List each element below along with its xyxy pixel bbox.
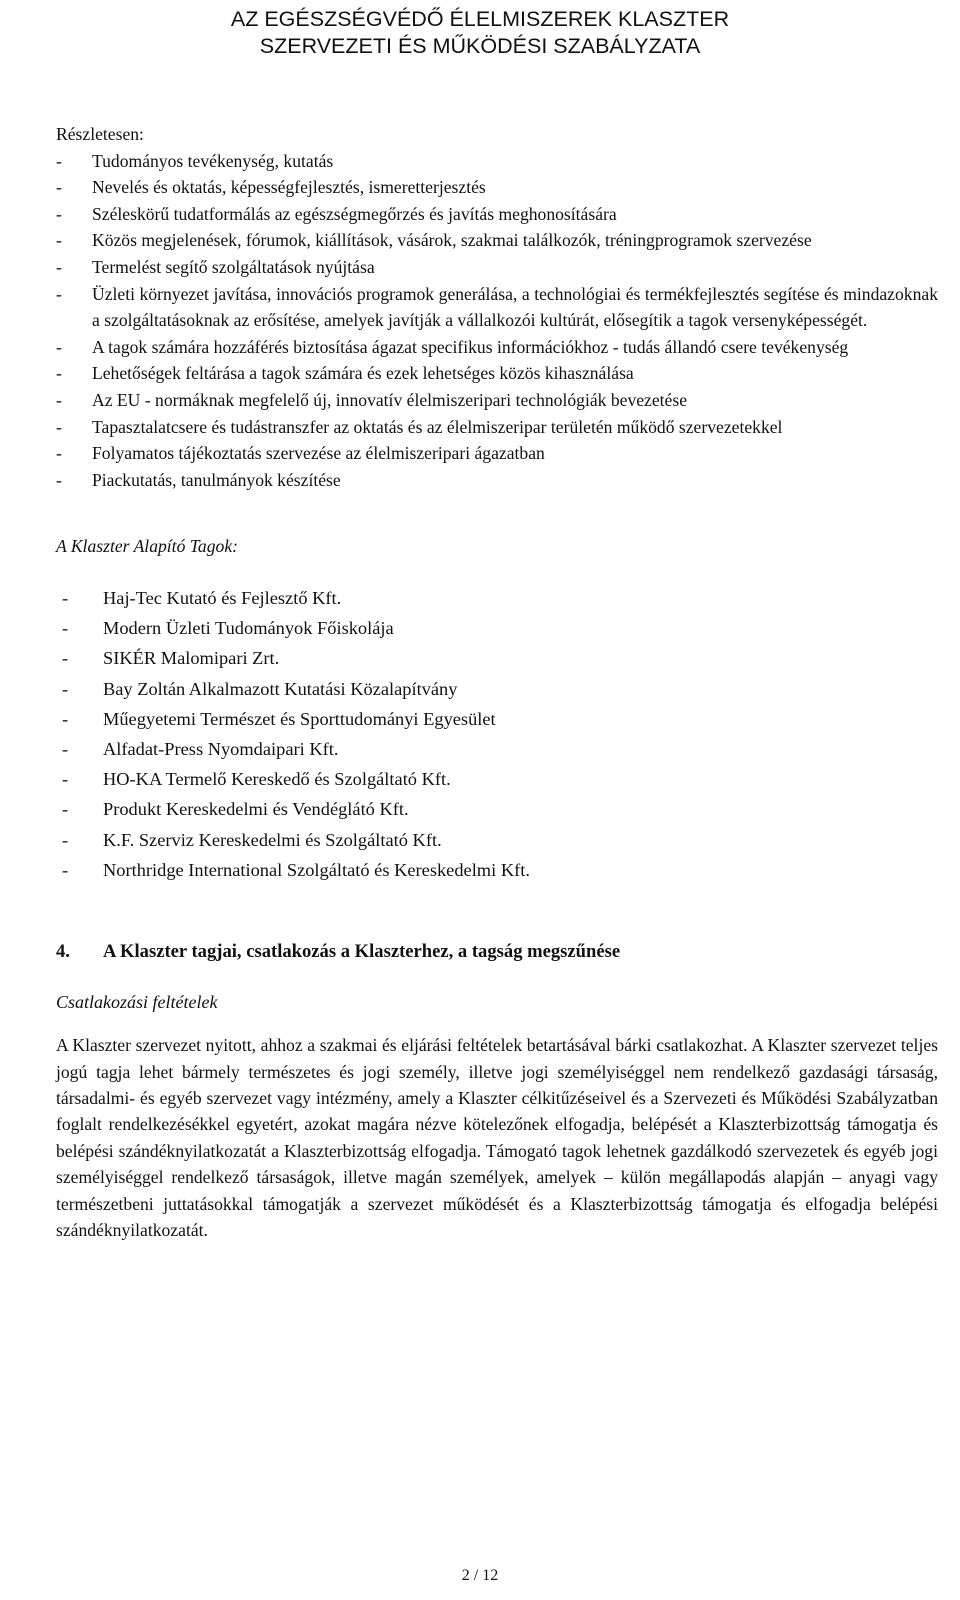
list-item-text: Tudományos tevékenység, kutatás xyxy=(92,150,334,171)
list-item-text: Haj-Tec Kutató és Fejlesztő Kft. xyxy=(103,587,342,608)
list-item xyxy=(56,281,938,334)
details-intro: Részletesen: xyxy=(56,124,144,144)
list-item-text: Tapasztalatcsere és tudástranszfer az oktatás és az élelmiszeripar területén működő szervezetekkel xyxy=(92,416,783,437)
list-bullet: - xyxy=(56,469,62,490)
list-bullet: - xyxy=(62,769,69,790)
list-item xyxy=(56,467,938,494)
list-item-text: Bay Zoltán Alkalmazott Kutatási Közalapítvány xyxy=(103,678,458,699)
list-item-text: Piackutatás, tanulmányok készítése xyxy=(92,469,341,490)
list-bullet: - xyxy=(56,336,62,357)
section-4-heading xyxy=(56,939,938,966)
section-number: 4. xyxy=(56,940,70,962)
list-bullet: - xyxy=(62,738,69,759)
list-item xyxy=(56,764,938,794)
list-item xyxy=(56,334,938,361)
list-bullet: - xyxy=(62,678,69,699)
details-list xyxy=(56,148,938,494)
list-item-text: HO-KA Termelő Kereskedő és Szolgáltató Kft. xyxy=(103,769,451,790)
list-bullet: - xyxy=(56,363,62,384)
list-item-text: Alfadat-Press Nyomdaipari Kft. xyxy=(103,738,339,759)
list-item xyxy=(56,613,938,643)
list-item-text: Northridge International Szolgáltató és Kereskedelmi Kft. xyxy=(103,859,530,880)
document-header xyxy=(0,6,960,60)
list-bullet: - xyxy=(62,708,69,729)
list-item-text: Közös megjelenések, fórumok, kiállítások, vásárok, szakmai találkozók, tréningprogramok szervezése xyxy=(92,230,812,251)
section-paragraph: A Klaszter szervezet nyitott, ahhoz a szakmai és eljárási feltételek betartásával bárki csatlakozhat. A Klaszter szervezet teljes jogú tagja lehet bármely természetes és jogi személy, illetve jogi személyiséggel nem rendelkező gazdasági társaság, társadalmi- és egyéb szervezet vagy intézmény, amely a Klaszter célkitűzéseivel és a Szervezeti és Működési Szabályzatban foglalt rendelkezésékkel egyetért, azokat magára nézve kötelezőnek elfogadja, belépését a Klaszterbizottság támogatja és belépési szándéknyilatkozatát a Klaszterbizottság elfogadja. Támogató tagok lehetnek gazdálkodó szervezetek és egyéb jogi személyiséggel rendelkező társaságok, illetve magán személyek, amelyek – külön megállapodás alapján – anyagi vagy természetbeni juttatásokkal támogatják a szervezet működését és a Klaszterbizottság támogatja és elfogadja belépési szándéknyilatkozatát. xyxy=(56,1035,938,1240)
document-body xyxy=(56,121,938,1243)
list-bullet: - xyxy=(62,859,69,880)
list-bullet: - xyxy=(56,150,62,171)
founders-list xyxy=(56,583,938,885)
list-item-text: Termelést segítő szolgáltatások nyújtása xyxy=(92,256,375,277)
list-item xyxy=(56,643,938,673)
list-item-text: Az EU - normáknak megfelelő új, innovatív élelmiszeripari technológiák bevezetése xyxy=(92,389,688,410)
list-bullet: - xyxy=(56,230,62,251)
list-bullet: - xyxy=(56,203,62,224)
list-item-text: Üzleti környezet javítása, innovációs programok generálása, a technológiai és termékfejlesztés segítése és mindazoknak a szolgáltatásoknak az erősítése, amelyek javítják a vállalkozói kultúrát, elősegítik a tagok versenyképességét. xyxy=(92,283,938,331)
list-item xyxy=(56,387,938,414)
list-item xyxy=(56,825,938,855)
list-item xyxy=(56,174,938,201)
list-bullet: - xyxy=(62,799,69,820)
list-item-text: K.F. Szerviz Kereskedelmi és Szolgáltató Kft. xyxy=(103,829,442,850)
list-bullet: - xyxy=(56,389,62,410)
header-title-line-2: SZERVEZETI ÉS MŰKÖDÉSI SZABÁLYZATA xyxy=(259,34,701,58)
founders-title: A Klaszter Alapító Tagok: xyxy=(56,536,238,557)
list-item-text: SIKÉR Malomipari Zrt. xyxy=(103,648,280,669)
list-item xyxy=(56,794,938,824)
list-bullet: - xyxy=(62,648,69,669)
header-title-line-1: AZ EGÉSZSÉGVÉDŐ ÉLELMISZEREK KLASZTER xyxy=(230,7,730,31)
list-bullet: - xyxy=(62,618,69,639)
list-item xyxy=(56,440,938,467)
list-item-text: Széleskörű tudatformálás az egészségmegőrzés és javítás meghonosítására xyxy=(92,203,617,224)
list-item-text: Folyamatos tájékoztatás szervezése az élelmiszeripari ágazatban xyxy=(92,443,545,464)
list-item-text: Műegyetemi Természet és Sporttudományi Egyesület xyxy=(103,708,496,729)
list-item xyxy=(56,734,938,764)
list-bullet: - xyxy=(56,177,62,198)
list-item-text: Lehetőségek feltárása a tagok számára és ezek lehetséges közös kihasználása xyxy=(92,363,634,384)
list-item xyxy=(56,201,938,228)
list-item xyxy=(56,360,938,387)
list-item xyxy=(56,254,938,281)
section-title: A Klaszter tagjai, csatlakozás a Klaszterhez, a tagság megszűnése xyxy=(103,940,621,962)
list-item xyxy=(56,583,938,613)
list-item xyxy=(56,227,938,254)
list-item-text: Nevelés és oktatás, képességfejlesztés, ismeretterjesztés xyxy=(92,177,486,198)
list-item xyxy=(56,704,938,734)
list-bullet: - xyxy=(56,416,62,437)
list-bullet: - xyxy=(62,829,69,850)
page-number: 2 / 12 xyxy=(461,1567,499,1584)
list-bullet: - xyxy=(56,283,62,304)
list-bullet: - xyxy=(56,256,62,277)
list-item xyxy=(56,148,938,175)
subsection-heading: Csatlakozási feltételek xyxy=(56,991,218,1012)
list-item xyxy=(56,414,938,441)
list-item-text: A tagok számára hozzáférés biztosítása ágazat specifikus információkhoz - tudás állandó csere tevékenység xyxy=(92,336,849,357)
list-bullet: - xyxy=(62,587,69,608)
list-item xyxy=(56,674,938,704)
list-item xyxy=(56,855,938,885)
list-item-text: Produkt Kereskedelmi és Vendéglátó Kft. xyxy=(103,799,409,820)
list-item-text: Modern Üzleti Tudományok Főiskolája xyxy=(103,618,394,639)
list-bullet: - xyxy=(56,443,62,464)
